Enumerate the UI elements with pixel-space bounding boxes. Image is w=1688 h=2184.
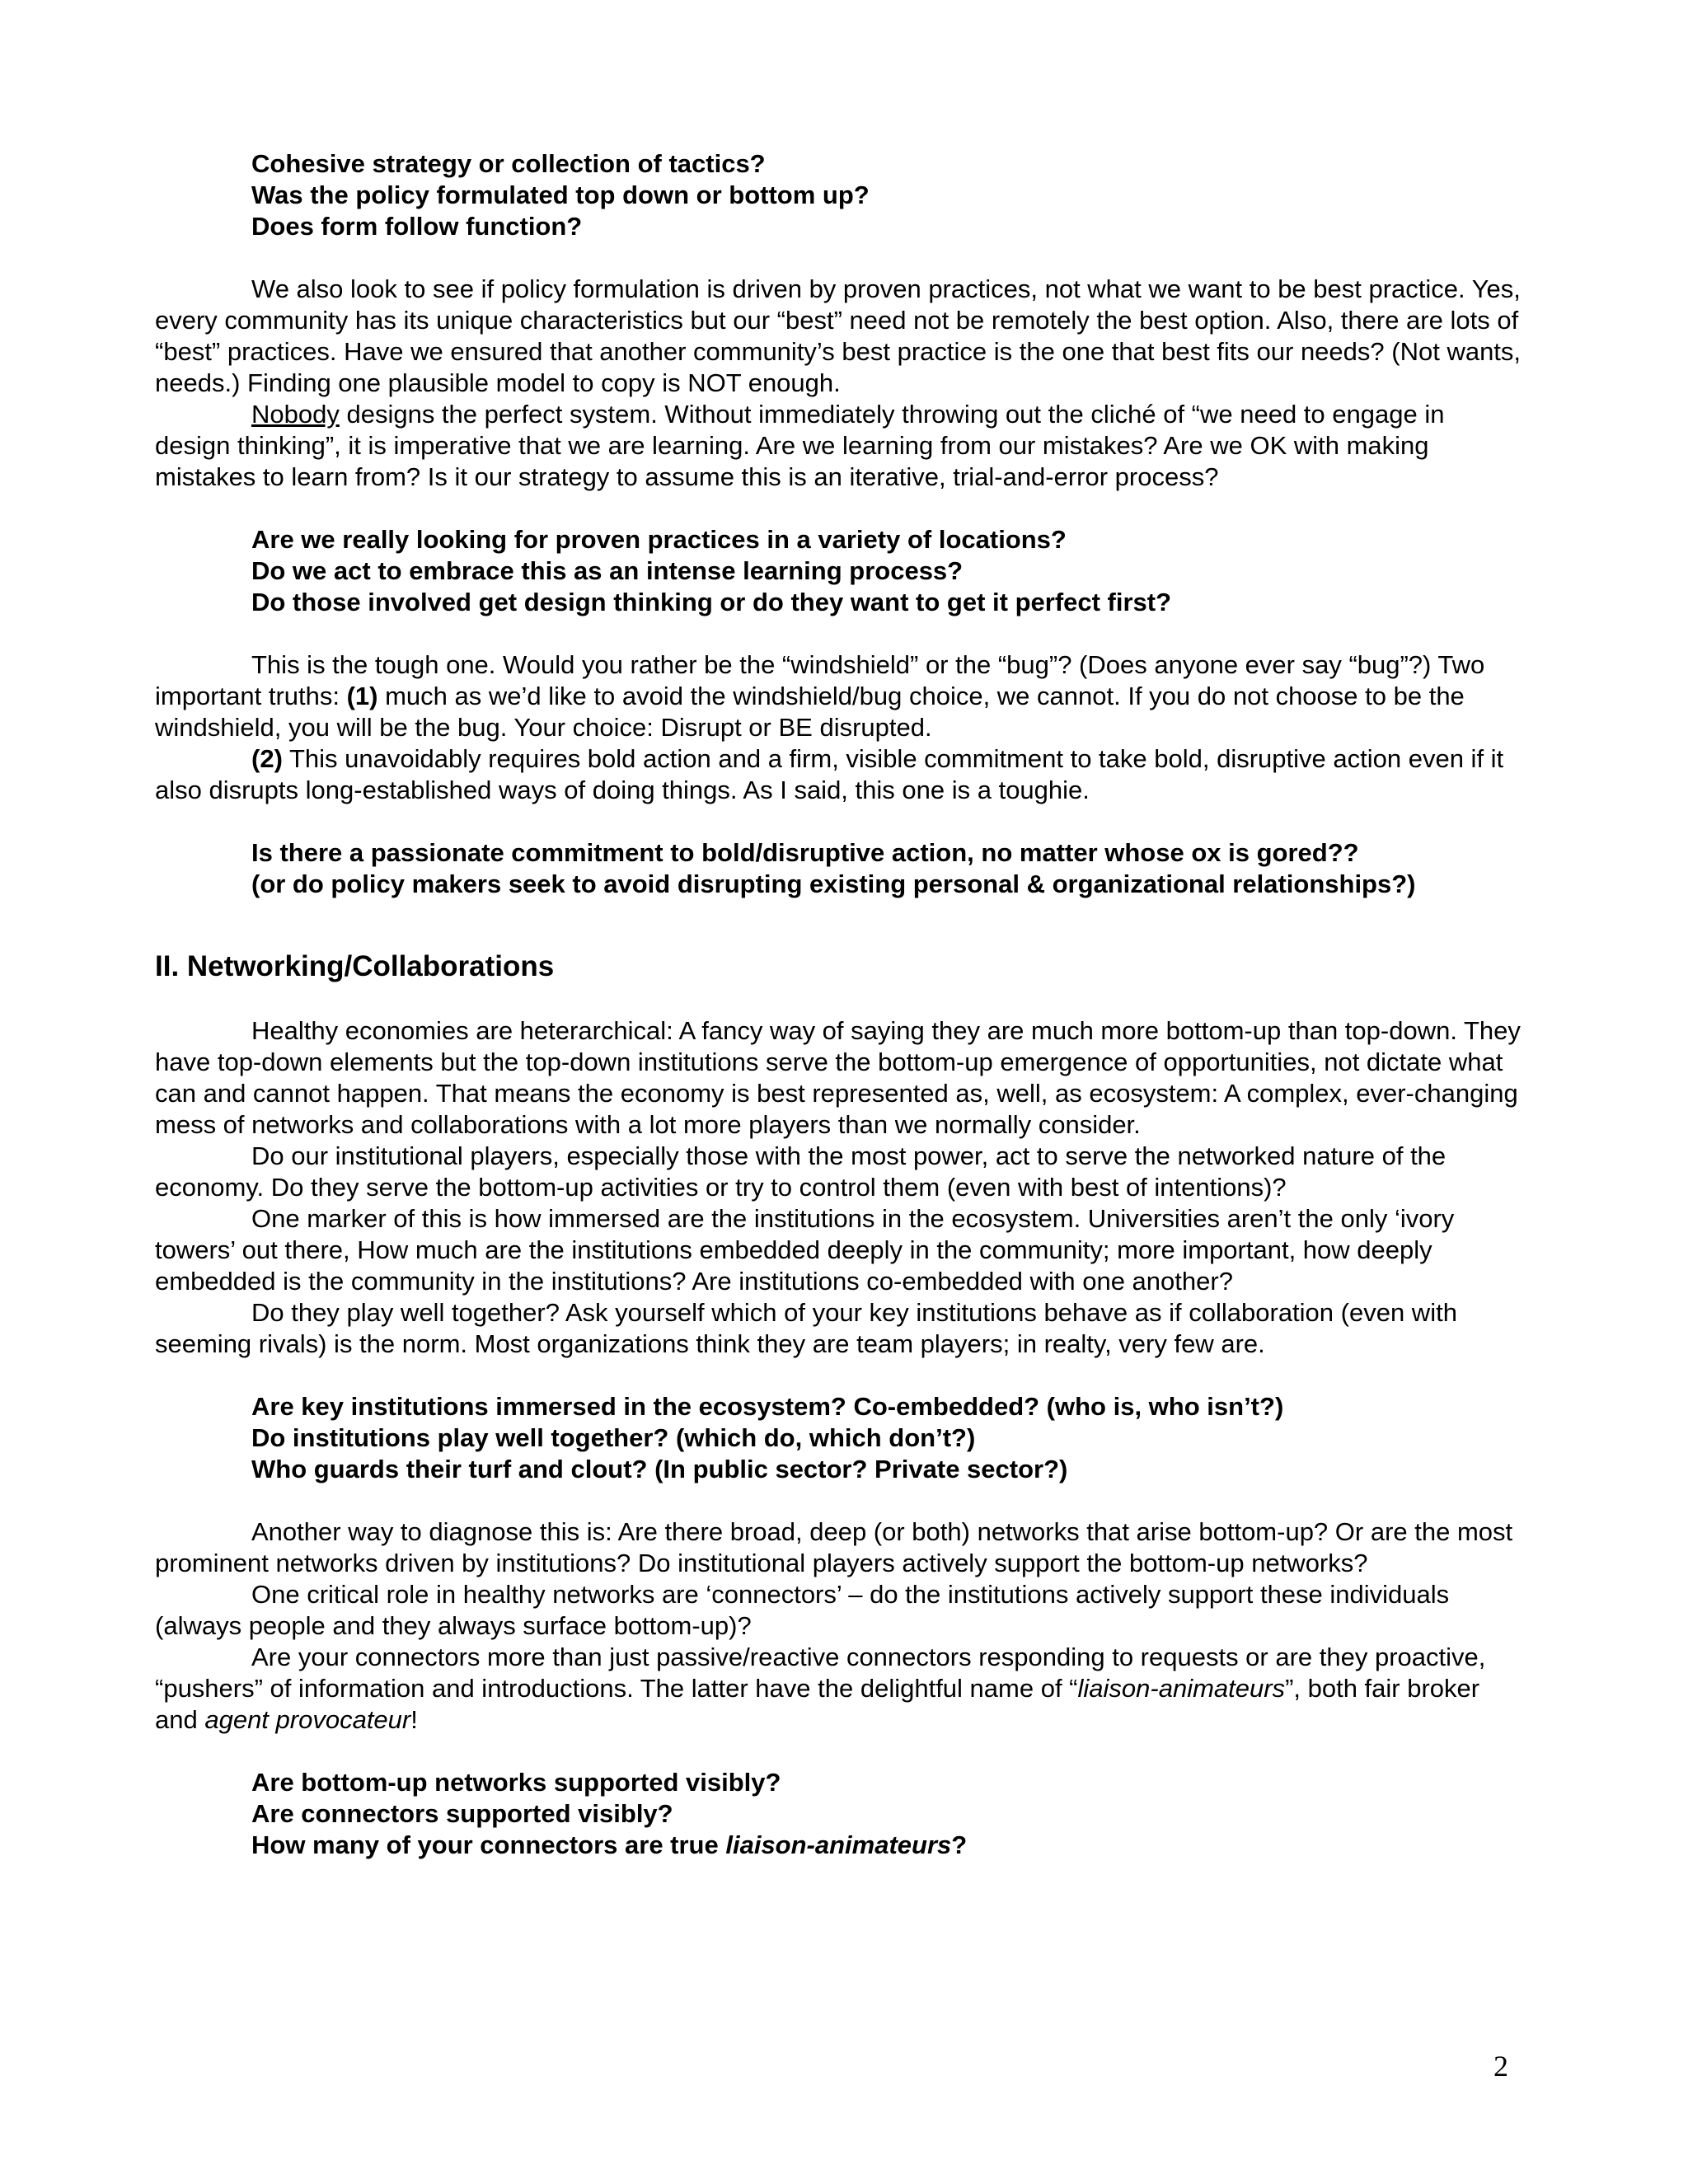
- paragraph-institutional-players: Do our institutional players, especially those with the most power, act to serve the networked nature of the economy. Do they serve the bottom-up activities or try to control them (even with best of intentions)?: [155, 1141, 1447, 1202]
- paragraph-liaison: Are your connectors more than just passive/reactive connectors responding to requests or are they proactive, “pushers” of information and introductions. The latter have the delightful name of “liaison-animateurs”, both fair broker and agent provocateur!: [155, 1643, 1486, 1734]
- question-line: Do we act to embrace this as an intense learning process?: [251, 556, 964, 585]
- question-line: Cohesive strategy or collection of tactics?: [251, 149, 766, 178]
- section-heading: II. Networking/Collaborations: [155, 950, 555, 982]
- question-line: (or do policy makers seek to avoid disrupting existing personal & organizational relationships?): [251, 869, 1416, 898]
- paragraph-play-well: Do they play well together? Ask yourself which of your key institutions behave as if collaboration (even with seeming rivals) is the norm. Most organizations think they are team players; in realty, very few are.: [155, 1298, 1457, 1358]
- paragraph-windshield: This is the tough one. Would you rather be the “windshield” or the “bug”? (Does anyone ever say “bug”?) Two important truths: (1) much as we’d like to avoid the windshield/bug choice, we cannot. If you do not choose to be the windshield, you will be the bug. Your choice: Disrupt or BE disrupted.: [155, 650, 1485, 742]
- paragraph-bold-action: (2) This unavoidably requires bold action and a firm, visible commitment to take bold, disruptive action even if it also disrupts long-established ways of doing things. As I said, this one is a toughie.: [155, 744, 1504, 804]
- paragraph-connectors: One critical role in healthy networks are ‘connectors’ – do the institutions actively support these individuals (always people and they always surface bottom-up)?: [155, 1580, 1450, 1640]
- question-block-institutions: [155, 1391, 1523, 1485]
- question-block-strategy: [155, 148, 1523, 242]
- question-line: Who guards their turf and clout? (In public sector? Private sector?): [251, 1455, 1068, 1483]
- underlined-word: Nobody: [251, 400, 340, 429]
- paragraph-heterarchical: Healthy economies are heterarchical: A fancy way of saying they are much more bottom-up than top-down. They have top-down elements but the top-down institutions serve the bottom-up emergence of opportunities, not dictate what can and cannot happen. That means the economy is best represented as, well, as ecosystem: A complex, ever-changing mess of networks and collaborations with a lot more players than we normally consider.: [155, 1016, 1521, 1139]
- question-block-disruption: [155, 837, 1523, 900]
- question-line: Are key institutions immersed in the ecosystem? Co-embedded? (who is, who isn’t?): [251, 1392, 1284, 1421]
- question-block-learning: [155, 524, 1523, 618]
- question-line: Do those involved get design thinking or do they want to get it perfect first?: [251, 588, 1172, 616]
- paragraph-proven-practices: We also look to see if policy formulation is driven by proven practices, not what we want to be best practice. Yes, every community has its unique characteristics but our “best” need not be remotely the best option. Also, there are lots of “best” practices. Have we ensured that another community’s best practice is the one that best fits our needs? (Not wants, needs.) Finding one plausible model to copy is NOT enough.: [155, 274, 1522, 397]
- question-line: Is there a passionate commitment to bold/disruptive action, no matter whose ox is gored??: [251, 838, 1359, 867]
- question-block-networks: [155, 1767, 1523, 1861]
- page-number: 2: [1493, 2050, 1508, 2083]
- question-line: Does form follow function?: [251, 212, 583, 241]
- paragraph-ivory-towers: One marker of this is how immersed are the institutions in the ecosystem. Universities aren’t the only ‘ivory towers’ out there, How much are the institutions embedded deeply in the community; more important, how deeply embedded is the community in the institutions? Are institutions co-embedded with one another?: [155, 1204, 1455, 1296]
- question-line: Are bottom-up networks supported visibly?: [251, 1768, 781, 1797]
- document-page: [155, 148, 1523, 1861]
- paragraph-diagnose: Another way to diagnose this is: Are there broad, deep (or both) networks that arise bottom-up? Or are the most prominent networks driven by institutions? Do institutional players actively support the bottom-up networks?: [155, 1517, 1513, 1577]
- question-line: Are connectors supported visibly?: [251, 1799, 673, 1828]
- question-line: Do institutions play well together? (which do, which don’t?): [251, 1423, 976, 1452]
- question-line: Was the policy formulated top down or bottom up?: [251, 180, 870, 209]
- question-line: How many of your connectors are true liaison-animateurs?: [251, 1830, 968, 1859]
- paragraph-nobody-designs: Nobody designs the perfect system. Without immediately throwing out the cliché of “we need to engage in design thinking”, it is imperative that we are learning. Are we learning from our mistakes? Are we OK with making mistakes to learn from? Is it our strategy to assume this is an iterative, trial-and-error process?: [155, 400, 1445, 491]
- question-line: Are we really looking for proven practices in a variety of locations?: [251, 525, 1067, 554]
